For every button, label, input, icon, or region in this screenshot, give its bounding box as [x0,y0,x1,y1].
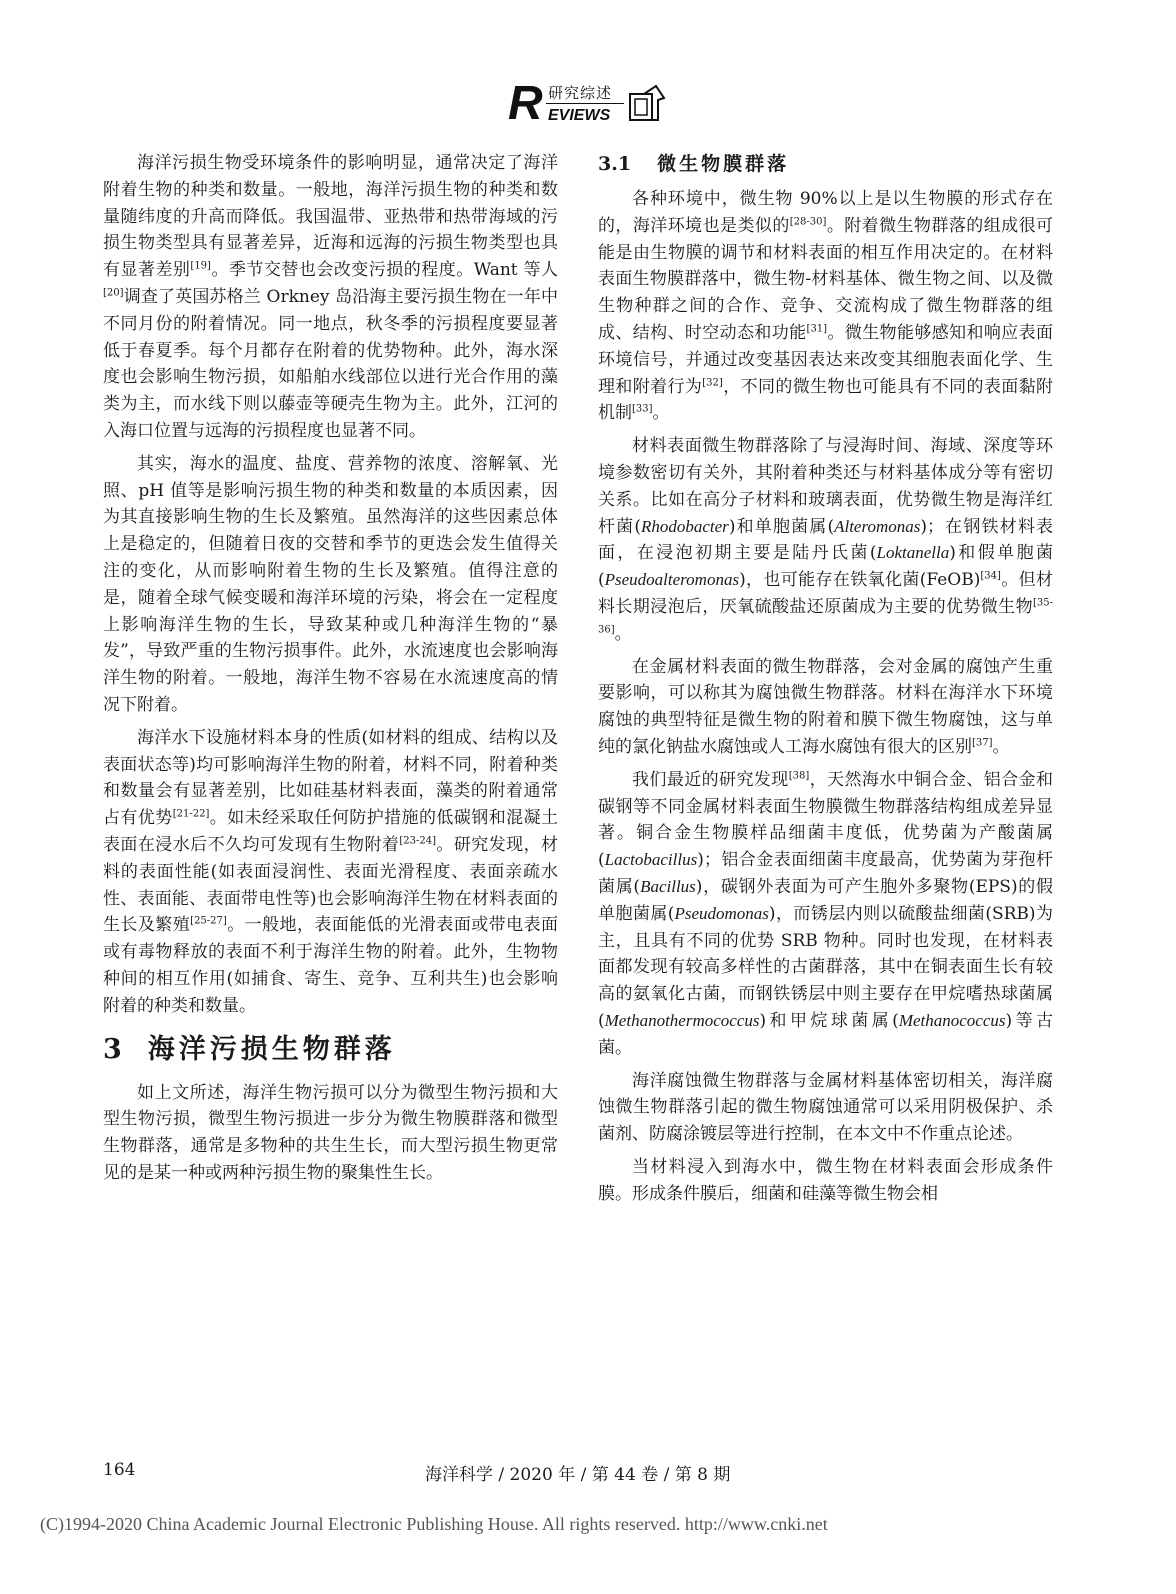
right-column [598,150,1053,1213]
body-paragraph [598,186,1053,427]
text-run: 当材料浸入到海水中，微生物在材料表面会形成条件膜。形成条件膜后，细菌和硅藻等微生物会相 [598,1156,1053,1204]
text-run: 其实，海水的温度、盐度、营养物的浓度、溶解氧、光照、pH 值等是影响污损生物的种类和数量的本质因素，因为其直接影响生物的生长及繁殖。虽然海洋的这些因素总体上是稳定的，但随着日夜的交替和季节的更迭会发生值得关注的变化，从而影响附着生物的生长及繁殖。值得注意的是，随着全球气候变暖和海洋环境的污染，将会在一定程度上影响海洋生物的生长，导致某种或几种海洋生物的“暴发”，导致严重的生物污损事件。此外，水流速度也会影响海洋生物的附着。一般地，海洋生物不容易在水流速度高的情况下附着。 [103,453,558,715]
text-run: 。 [614,623,632,644]
reviews-icon [626,84,666,124]
species-name: Rhodobacter [640,516,729,536]
text-run: 。季节交替也会改变污损的程度。Want 等人 [210,260,558,281]
text-run: )，而锈层内则以硫酸盐细菌(SRB)为主，且具有不同的优势 SRB 物种。同时也发现，在材料表面都发现有较高多样性的古菌群落，其中在铜表面生长有较高的氨氧化古菌，而钢铁锈层中则主要存在甲烷嗜热球菌属( [598,903,1053,1031]
text-run: 海洋污损生物受环境条件的影响明显，通常决定了海洋附着生物的种类和数量。一般地，海洋污损生物的种类和数量随纬度的升高而降低。我国温带、亚热带和热带海域的污损生物类型具有显著差异，近海和远海的污损生物类型也具有显著差别 [103,153,558,281]
left-column [103,150,558,1193]
text-run: 。 [652,403,670,424]
text-run: 材料表面微生物群落除了与浸海时间、海域、深度等环境参数密切有关外，其附着种类还与材料基体成分等有密切关系。比如在高分子材料和玻璃表面，优势微生物是海洋红杆菌( [598,436,1053,537]
text-run: 。如未经采取任何防护措施的低碳钢和混凝土表面在浸水后不久均可发现有生物附着 [103,808,559,855]
citation-ref: [38] [788,770,810,782]
subsection-title: 微生物膜群落 [657,153,790,175]
species-name: Loktanella [876,543,950,563]
body-paragraph [103,451,558,719]
text-run: 海洋水下设施材料本身的性质(如材料的组成、结构以及表面状态等)均可影响海洋生物的附着，材料不同，附着种类和数量会有显著差别，比如硅基材料表面，藻类的附着通常占有优势 [103,727,558,829]
body-paragraph [598,1154,1053,1208]
logo-english-label: EVIEWS [548,107,611,124]
species-name: Lactobacillus [604,850,698,870]
citation-ref: [20] [103,287,124,299]
text-run: ，不同的微生物也可能具有不同的表面黏附机制 [598,376,1054,424]
section-title: 海洋污损生物群落 [147,1033,396,1065]
text-run: 我们最近的研究发现 [632,769,789,790]
species-name: Methanothermococcus [604,1010,760,1030]
text-run: )和单胞菌属( [728,516,835,537]
subsection-number: 3.1 [598,153,632,175]
text-run: )；铝合金表面细菌丰度最高，优势菌为芽孢杆菌属( [598,850,1053,897]
section-number: 3 [103,1033,122,1065]
citation-ref: [35-36] [598,597,1053,636]
citation-ref: [34] [980,570,1001,582]
citation-ref: [21-22] [172,808,210,820]
text-run: )等古菌。 [598,1010,1054,1058]
text-run: 各种环境中，微生物 90%以上是以生物膜的形式存在的，海洋环境也是类似的 [598,189,1053,236]
species-name: Bacillus [640,876,696,896]
body-paragraph [598,433,1053,647]
text-run: )，碳钢外表面为可产生胞外多聚物(EPS)的假单胞菌属( [598,876,1053,924]
body-paragraph [598,767,1053,1062]
section-heading [103,1032,558,1068]
text-run: 。研究发现，材料的表面性能(如表面浸润性、表面光滑程度、表面亲疏水性、表面能、表面带电性等)也会影响海洋生物在材料表面的生长及繁殖 [103,834,559,936]
logo-chinese-label: 研究综述 [548,84,613,102]
text-run: 。附着微生物群落的组成很可能是由生物膜的调节和材料表面的相互作用决定的。在材料表面生物膜群落中，微生物-材料基体、微生物之间、以及微生物种群之间的合作、竞争、交流构成了微生物群落的组成、结构、时空动态和功能 [598,215,1054,343]
citation-ref: [19] [190,260,211,272]
text-run: 。微生物能够感知和响应表面环境信号，并通过改变基因表达来改变其细胞表面化学、生理和附着行为 [598,322,1054,397]
species-name: Pseudomonas [674,903,769,923]
body-paragraph [598,1068,1053,1148]
body-paragraph [103,150,558,445]
citation-ref: [32] [702,376,723,388]
citation-ref: [23-24] [399,835,436,847]
species-name: Pseudoalteromonas [604,570,740,590]
text-run: ，天然海水中铜合金、铝合金和碳钢等不同金属材料表面生物膜微生物群落结构组成差异显著。铜合金生物膜样品细菌丰度低，优势菌为产酸菌属( [598,769,1054,871]
text-run: 海洋腐蚀微生物群落与金属材料基体密切相关，海洋腐蚀微生物群落引起的微生物腐蚀通常可以采用阴极保护、杀菌剂、防腐涂镀层等进行控制，在本文中不作重点论述。 [598,1070,1053,1145]
page-footer [103,1460,1053,1490]
logo-letter: R [508,77,543,130]
text-run: 调查了英国苏格兰 Orkney 岛沿海主要污损生物在一年中不同月份的附着情况。同一地点，秋冬季的污损程度要显著低于春夏季。每个月都存在附着的优势物种。此外，海水深度也会影响生物污损，如船舶水线部位以进行光合作用的藻类为主，而水线下则以藤壶等硬壳生物为主。此外，江河的入海口位置与远海的污损程度也显著不同。 [103,286,558,441]
text-run: )；在钢铁材料表面，在浸泡初期主要是陆丹氏菌( [598,516,1054,564]
journal-info: 海洋科学 / 2020 年 / 第 44 卷 / 第 8 期 [425,1465,731,1485]
subsection-heading [598,150,1053,178]
text-run: 。一般地，表面能低的光滑表面或带电表面或有毒物释放的表面不利于海洋生物的附着。此外，生物物种间的相互作用(如捕食、寄生、竞争、互利共生)也会影响附着的种类和数量。 [103,915,559,1016]
text-run: 。 [992,736,1010,757]
citation-ref: [28-30] [789,216,827,228]
body-paragraph [598,654,1053,761]
text-run: )，也可能存在铁氧化菌(FeOB) [739,570,981,591]
text-run: )和假单胞菌( [598,543,1053,591]
text-run: )和甲烷球菌属( [759,1010,899,1031]
species-name: Alteromonas [834,516,921,536]
body-paragraph: 如上文所述，海洋生物污损可以分为微型生物污损和大型生物污损，微型生物污损进一步分为微生物膜群落和微型生物群落，通常是多物种的共生生长，而大型污损生物更常见的是某一种或两种污损生物的聚集性生长。 [103,1082,558,1183]
text-run: 在金属材料表面的微生物群落，会对金属的腐蚀产生重要影响，可以称其为腐蚀微生物群落。材料在海洋水下环境腐蚀的典型特征是微生物的附着和膜下微生物腐蚀，这与单纯的氯化钠盐水腐蚀或人工海水腐蚀有很大的区别 [598,656,1053,757]
body-paragraph [103,725,558,1020]
text-run: 。但材料长期浸泡后，厌氧硫酸盐还原菌成为主要的优势微生物 [598,570,1053,617]
citation-ref: [31] [806,323,828,335]
citation-ref: [33] [632,403,653,415]
citation-ref: [25-27] [190,915,227,927]
logo-divider [546,103,624,104]
journal-section-logo [508,77,668,130]
citation-ref: [37] [972,737,993,749]
page-number: 164 [103,1460,136,1480]
copyright-notice: (C)1994-2020 China Academic Journal Electronic Publishing House. All rights reserved. http://www.cnki.net [40,1514,828,1534]
species-name: Methanococcus [898,1010,1006,1030]
